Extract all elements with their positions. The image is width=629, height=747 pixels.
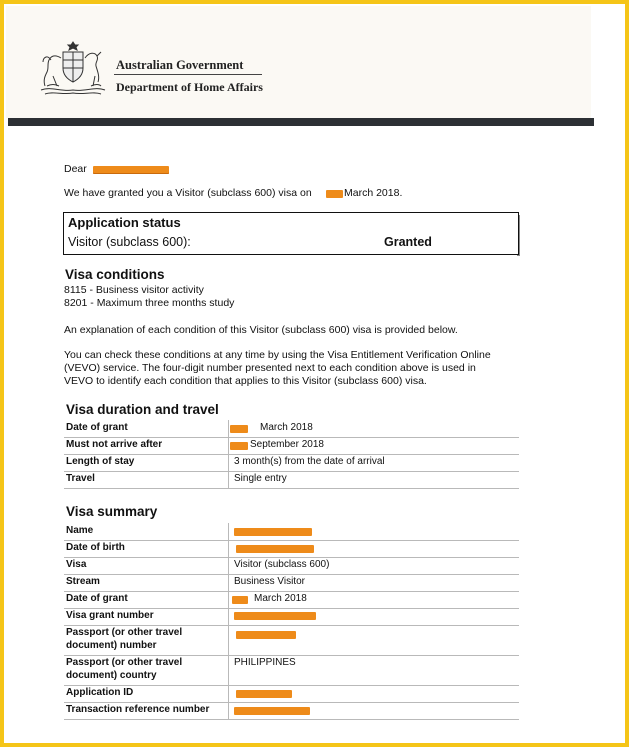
column-divider (228, 655, 229, 685)
application-status-visa: Visitor (subclass 600): (68, 235, 191, 249)
condition-item: 8115 - Business visitor activity (64, 284, 204, 296)
row-value: March 2018 (260, 422, 313, 433)
department-name: Department of Home Affairs (116, 80, 263, 94)
redaction-day (230, 442, 248, 450)
conditions-explanation: An explanation of each condition of this Visitor (subclass 600) visa is provided below. (64, 324, 458, 336)
row-label: Transaction reference number (66, 704, 210, 715)
letterhead-bar (8, 118, 594, 126)
column-divider (228, 540, 229, 557)
column-divider (228, 625, 229, 655)
row-value: Single entry (234, 473, 287, 484)
visa-conditions-title: Visa conditions (65, 267, 165, 282)
column-divider (228, 454, 229, 471)
redaction-transaction-reference (234, 707, 310, 715)
table-row (64, 540, 519, 558)
column-divider (228, 420, 229, 437)
visa-summary-title: Visa summary (66, 504, 158, 519)
column-divider (228, 437, 229, 454)
row-label: Travel (66, 473, 95, 484)
column-divider (228, 557, 229, 574)
condition-item: 8201 - Maximum three months study (64, 297, 235, 309)
row-value: Visitor (subclass 600) (234, 559, 330, 570)
redaction-day (230, 425, 248, 433)
vevo-paragraph-line: VEVO to identify each condition that applies to this Visitor (subclass 600) visa. (64, 375, 427, 387)
redaction-grant-day (326, 190, 343, 198)
table-row (64, 454, 519, 472)
row-label: Application ID (66, 687, 134, 698)
column-divider (228, 574, 229, 591)
row-value: September 2018 (250, 439, 324, 450)
row-label: Date of grant (66, 422, 128, 433)
table-row (64, 685, 519, 703)
row-label: Passport (or other travel document) country (66, 657, 183, 681)
row-value: PHILIPPINES (234, 657, 296, 668)
row-label: Visa (66, 559, 87, 570)
table-row (64, 702, 519, 720)
table-row (64, 523, 519, 541)
column-divider (228, 523, 229, 540)
row-value: March 2018 (254, 593, 307, 604)
row-label: Name (66, 525, 94, 536)
redaction-application-id (236, 690, 292, 698)
column-divider (228, 591, 229, 608)
table-row (64, 420, 519, 438)
vevo-paragraph-line: You can check these conditions at any time by using the Visa Entitlement Verification Online (64, 349, 491, 361)
column-divider (228, 608, 229, 625)
visa-grant-letter (4, 4, 625, 743)
row-label: Date of birth (66, 542, 125, 553)
salutation: Dear (64, 163, 87, 175)
redaction-date-of-birth (236, 545, 314, 553)
column-divider (228, 471, 229, 488)
vevo-paragraph-line: (VEVO) service. The four-digit number presented next to each condition above is used in (64, 362, 476, 374)
row-label: Length of stay (66, 456, 135, 467)
table-row (64, 608, 519, 626)
row-label: Stream (66, 576, 100, 587)
coat-of-arms-icon (37, 36, 109, 98)
table-row (64, 471, 519, 489)
redaction-passport-number (236, 631, 296, 639)
government-name: Australian Government (116, 58, 244, 72)
application-status-result: Granted (384, 235, 432, 249)
row-label: Must not arrive after (66, 439, 163, 450)
application-status-box (63, 212, 519, 255)
redaction-grant-number (234, 612, 316, 620)
row-label: Passport (or other travel document) number (66, 627, 183, 651)
table-row (64, 625, 519, 656)
column-divider (228, 702, 229, 719)
table-row (64, 591, 519, 609)
row-value: 3 month(s) from the date of arrival (234, 456, 385, 467)
row-label: Visa grant number (66, 610, 154, 621)
table-row (64, 557, 519, 575)
granted-line-suffix: March 2018. (344, 187, 403, 199)
table-row (64, 574, 519, 592)
letterhead-rule (114, 74, 262, 75)
visa-duration-title: Visa duration and travel (66, 402, 219, 417)
column-divider (228, 685, 229, 702)
granted-line-prefix: We have granted you a Visitor (subclass 600) visa on (64, 187, 312, 199)
table-row (64, 437, 519, 455)
application-status-title: Application status (68, 215, 181, 230)
redaction-recipient-name (93, 166, 169, 174)
table-row (64, 655, 519, 686)
row-value: Business Visitor (234, 576, 305, 587)
letterhead (6, 6, 591, 118)
redaction-name (234, 528, 312, 536)
row-label: Date of grant (66, 593, 128, 604)
redaction-day (232, 596, 248, 604)
